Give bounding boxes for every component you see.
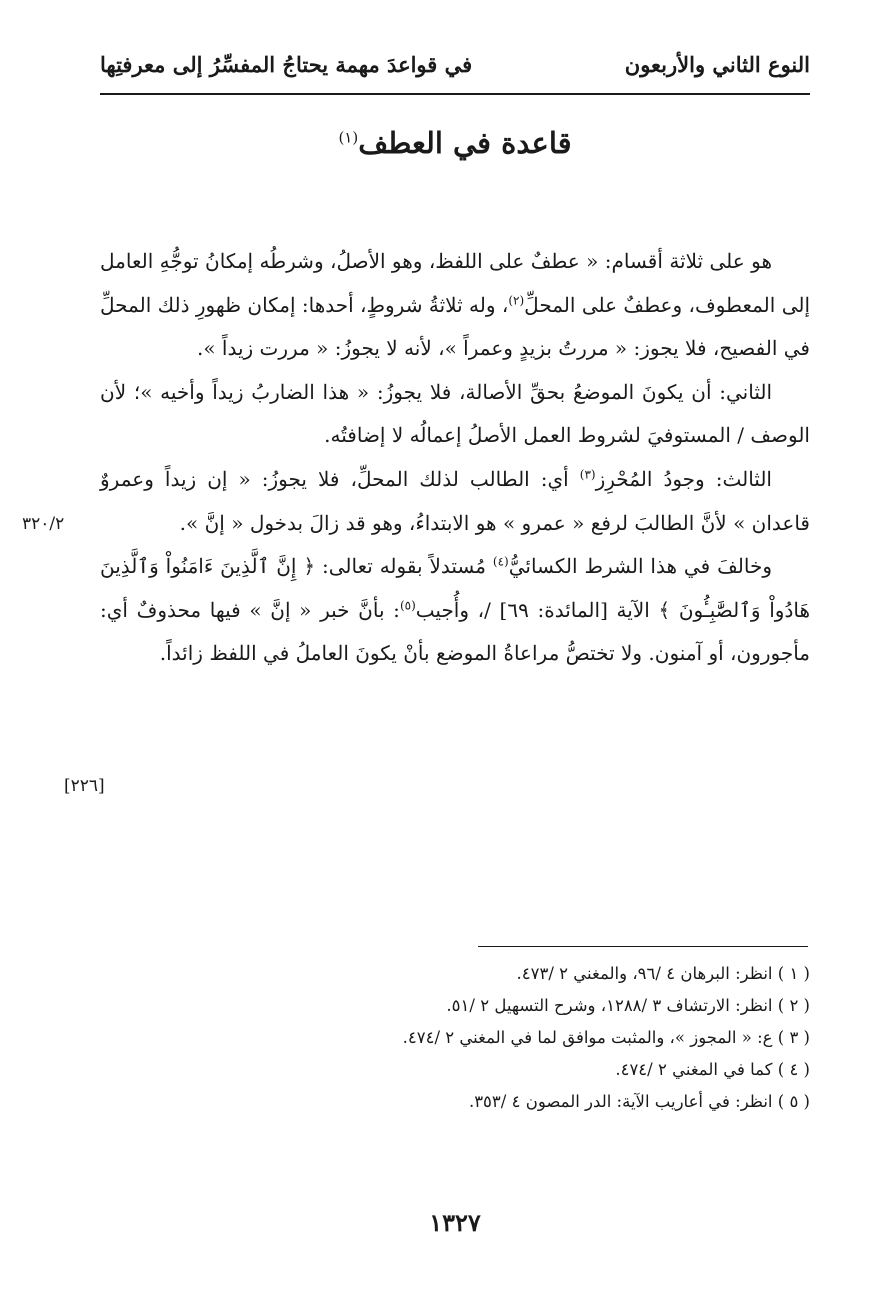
- paragraph-3-text-a: الثالث: وجودُ المُحْرِز: [595, 466, 772, 491]
- page-number: ١٣٢٧: [429, 1208, 481, 1237]
- paragraph-4-text-c: : بأنَّ خبر « إنَّ » فيها محذوفٌ أي: مأجورون، أو آمنون. ولا تختصُّ مراعاةُ الموضع بأنْ يكونَ العاملُ في اللفظ زائداً.: [100, 597, 810, 666]
- chapter-heading: النوع الثاني والأربعون: [624, 52, 810, 77]
- margin-reference-manuscript: [٢٢٦]: [64, 776, 105, 796]
- paragraph-3: [100, 458, 810, 545]
- paragraph-3-text-b: أي: الطالب لذلك المحلِّ، فلا يجوزُ: « إن زيداً وعمروٌ قاعدان » لأنَّ الطالبَ لرفع « عمرو » هو الابتداءُ، وهو قد زالَ بدخول « إنَّ ».: [100, 466, 810, 535]
- footnote-3: ( ٣ ) ع: « المجوز »، والمثبت موافق لما في المغني ٢ /٤٧٤.: [402, 1028, 810, 1047]
- footnote-mark-2: (٢): [508, 292, 525, 307]
- paragraph-2: [100, 371, 810, 458]
- footnote-mark-4: (٤): [492, 554, 509, 569]
- header-rule: [100, 93, 810, 95]
- paragraph-1-text-a: هو على ثلاثة أقسام: « عطفٌ على اللفظ، وهو الأصلُ، وشرطُه إمكانُ توجُّهِ العامل إلى المعطوف، وعطفٌ على المحلِّ: [100, 249, 811, 317]
- footnote-1: ( ١ ) انظر: البرهان ٤ /٩٦، والمغني ٢ /٤٧٣.: [516, 964, 810, 983]
- main-text: [100, 240, 810, 676]
- footnote-2: ( ٢ ) انظر: الارتشاف ٣ /١٢٨٨، وشرح التسهيل ٢ /٥١.: [446, 996, 810, 1015]
- footnote-mark-5: (٥): [399, 598, 416, 613]
- title-text: قاعدة في العطف: [358, 126, 572, 160]
- paragraph-4: [100, 545, 810, 676]
- footnotes: [200, 958, 810, 1118]
- footnote-5: ( ٥ ) انظر: في أعاريب الآية: الدر المصون ٤ /٣٥٣.: [468, 1092, 810, 1111]
- paragraph-1: [100, 240, 810, 371]
- paragraph-4-text-b: مُستدلاً بقوله تعالى: ﴿ إِنَّ ٱلَّذِينَ ءَامَنُواْ وَٱلَّذِينَ هَادُواْ وَٱلصَّٰبِـُٔونَ ﴾ الآية [المائدة: ٦٩] /، وأُجيب: [100, 554, 811, 622]
- footnote-mark-3: (٣): [579, 467, 596, 482]
- paragraph-2-text: الثاني: أن يكونَ الموضعُ بحقِّ الأصالة، فلا يجوزُ: « هذا الضاربُ زيداً وأخيه »؛ لأن الوصف / المستوفيَ لشروط العمل الأصلُ إعمالُه لا إضافتُه.: [100, 379, 810, 448]
- section-heading: في قواعدَ مهمة يحتاجُ المفسِّرُ إلى معرفتِها: [100, 52, 473, 77]
- page-title: [100, 126, 810, 160]
- footnote-4: ( ٤ ) كما في المغني ٢ /٤٧٤.: [615, 1060, 810, 1079]
- footnote-separator: [478, 946, 808, 947]
- running-header: [100, 52, 810, 92]
- paragraph-1-text-b: ، وله ثلاثةُ شروطٍ، أحدها: إمكان ظهورِ ذلك المحلِّ في الفصيح، فلا يجوز: « مررتُ بزيدٍ وعمراً »، لأنه لا يجوزُ: « مررت زيداً ».: [100, 292, 810, 361]
- paragraph-4-text-a: وخالفَ في هذا الشرط الكسائيُّ: [508, 554, 772, 579]
- margin-reference-volume-page: ٣٢٠/٢: [22, 514, 65, 534]
- title-footnote-mark: (١): [338, 128, 359, 147]
